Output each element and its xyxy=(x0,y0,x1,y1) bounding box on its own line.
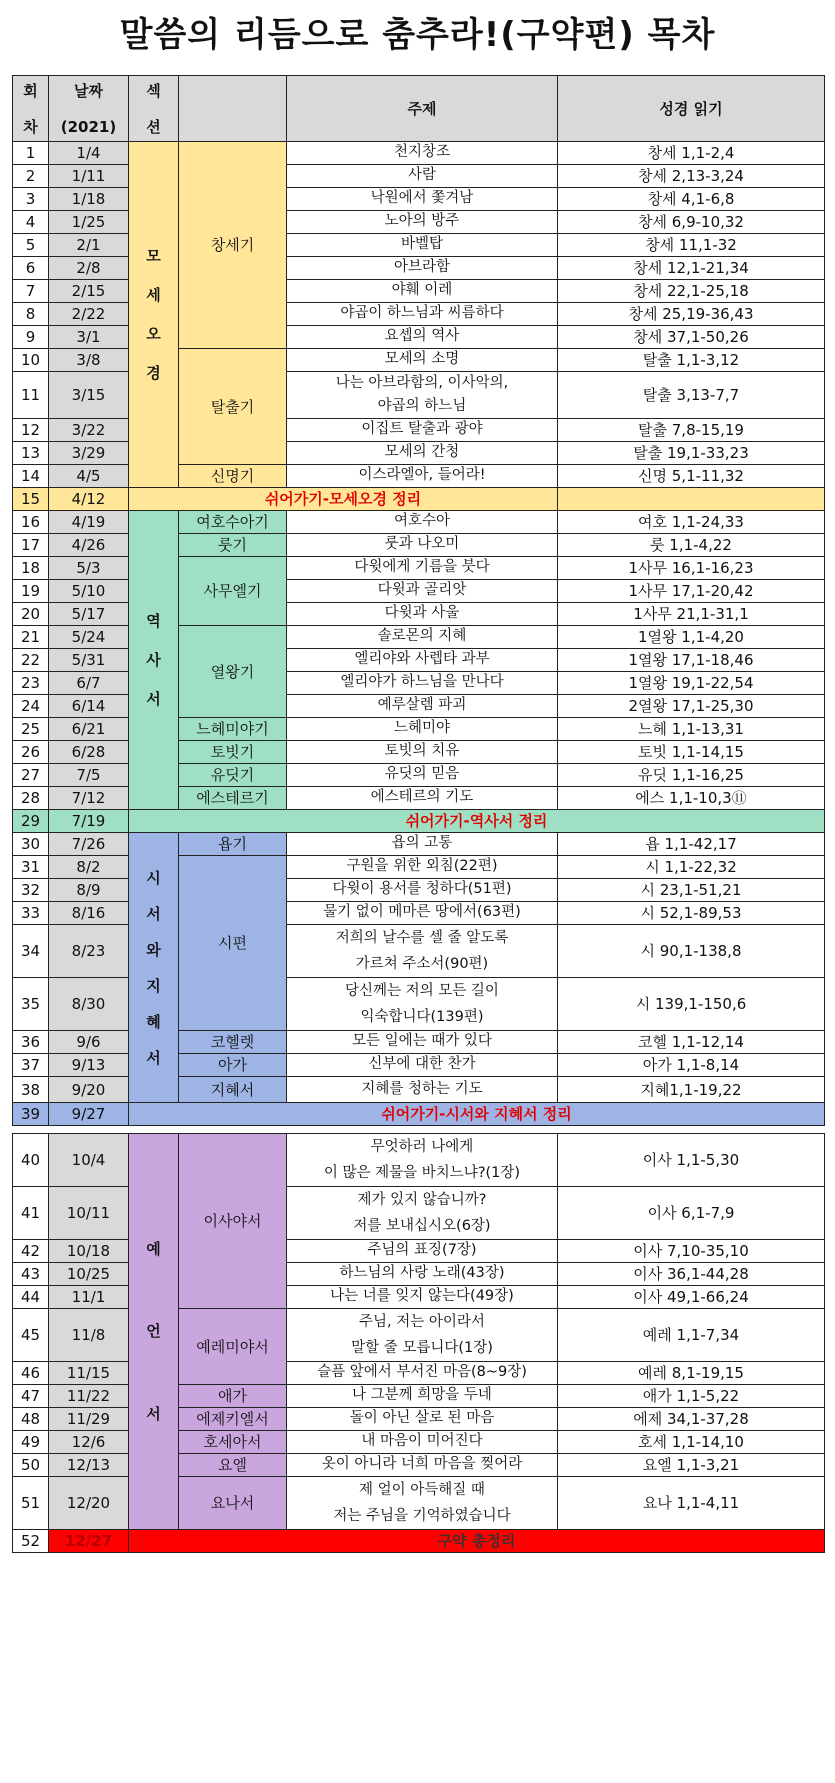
row-date: 1/11 xyxy=(49,165,129,188)
book-name: 요엘 xyxy=(179,1454,287,1477)
section-label: 모 세 오 경 xyxy=(129,142,179,488)
row-topic: 하느님의 사랑 노래(43장) xyxy=(287,1263,558,1286)
book-name: 토빗기 xyxy=(179,741,287,764)
book-name: 시편 xyxy=(179,856,287,1031)
row-date: 6/14 xyxy=(49,695,129,718)
row-date: 8/2 xyxy=(49,856,129,879)
row-reading: 토빗 1,1-14,15 xyxy=(558,741,825,764)
row-number: 19 xyxy=(13,580,49,603)
row-date: 8/30 xyxy=(49,978,129,1031)
page-title: 말씀의 리듬으로 춤추라!(구약편) 목차 xyxy=(119,15,716,55)
table-row xyxy=(13,833,825,856)
row-reading: 이사 36,1-44,28 xyxy=(558,1263,825,1286)
row-date: 9/27 xyxy=(49,1103,129,1126)
row-reading: 1열왕 1,1-4,20 xyxy=(558,626,825,649)
row-number: 6 xyxy=(13,257,49,280)
row-reading: 이사 7,10-35,10 xyxy=(558,1240,825,1263)
row-topic: 예루살렘 파괴 xyxy=(287,695,558,718)
row-reading: 시 139,1-150,6 xyxy=(558,978,825,1031)
row-date: 7/5 xyxy=(49,764,129,787)
row-date: 11/8 xyxy=(49,1309,129,1362)
row-date: 6/28 xyxy=(49,741,129,764)
row-number: 21 xyxy=(13,626,49,649)
row-date: 3/29 xyxy=(49,442,129,465)
header-round: 회 차 xyxy=(13,76,49,142)
row-date: 4/5 xyxy=(49,465,129,488)
toc-table-part1 xyxy=(12,75,825,1126)
row-reading: 탈출 19,1-33,23 xyxy=(558,442,825,465)
row-reading: 탈출 3,13-7,7 xyxy=(558,372,825,419)
book-name: 느헤미야기 xyxy=(179,718,287,741)
row-number: 31 xyxy=(13,856,49,879)
row-number: 32 xyxy=(13,879,49,902)
row-number: 16 xyxy=(13,511,49,534)
rest-reading xyxy=(558,488,825,511)
row-reading: 창세 1,1-2,4 xyxy=(558,142,825,165)
rest-topic: 구약 총정리 xyxy=(129,1530,825,1553)
row-number: 20 xyxy=(13,603,49,626)
row-number: 44 xyxy=(13,1286,49,1309)
row-topic: 욥의 고통 xyxy=(287,833,558,856)
row-topic: 제가 있지 않습니까? 저를 보내십시오(6장) xyxy=(287,1187,558,1240)
row-date: 6/7 xyxy=(49,672,129,695)
row-date: 4/19 xyxy=(49,511,129,534)
rest-topic: 쉬어가기-시서와 지혜서 정리 xyxy=(129,1103,825,1126)
row-number: 3 xyxy=(13,188,49,211)
row-number: 30 xyxy=(13,833,49,856)
section-label: 역 사 서 xyxy=(129,511,179,810)
row-number: 40 xyxy=(13,1134,49,1187)
row-reading: 1사무 17,1-20,42 xyxy=(558,580,825,603)
row-topic: 옷이 아니라 너희 마음을 찢어라 xyxy=(287,1454,558,1477)
row-topic: 야훼 이레 xyxy=(287,280,558,303)
row-date: 11/15 xyxy=(49,1362,129,1385)
row-reading: 창세 4,1-6,8 xyxy=(558,188,825,211)
row-topic: 당신께는 저의 모든 길이 익숙합니다(139편) xyxy=(287,978,558,1031)
row-topic: 룻과 나오미 xyxy=(287,534,558,557)
row-date: 7/19 xyxy=(49,810,129,833)
row-number: 43 xyxy=(13,1263,49,1286)
row-reading: 창세 22,1-25,18 xyxy=(558,280,825,303)
row-date: 4/12 xyxy=(49,488,129,511)
row-date: 1/25 xyxy=(49,211,129,234)
row-number: 42 xyxy=(13,1240,49,1263)
row-reading: 이사 49,1-66,24 xyxy=(558,1286,825,1309)
row-reading: 이사 1,1-5,30 xyxy=(558,1134,825,1187)
row-number: 38 xyxy=(13,1077,49,1103)
book-name: 룻기 xyxy=(179,534,287,557)
rest-topic: 쉬어가기-모세오경 정리 xyxy=(129,488,558,511)
book-name: 예레미야서 xyxy=(179,1309,287,1385)
row-number: 15 xyxy=(13,488,49,511)
row-topic: 에스테르의 기도 xyxy=(287,787,558,810)
row-date: 9/13 xyxy=(49,1054,129,1077)
row-date: 9/20 xyxy=(49,1077,129,1103)
row-date: 6/21 xyxy=(49,718,129,741)
row-number: 41 xyxy=(13,1187,49,1240)
row-number: 22 xyxy=(13,649,49,672)
header-book xyxy=(179,76,287,142)
book-name: 탈출기 xyxy=(179,349,287,465)
row-reading: 1열왕 19,1-22,54 xyxy=(558,672,825,695)
row-date: 1/4 xyxy=(49,142,129,165)
book-name: 아가 xyxy=(179,1054,287,1077)
row-number: 49 xyxy=(13,1431,49,1454)
row-reading: 애가 1,1-5,22 xyxy=(558,1385,825,1408)
book-name: 욥기 xyxy=(179,833,287,856)
row-reading: 에제 34,1-37,28 xyxy=(558,1408,825,1431)
row-topic: 내 마음이 미어진다 xyxy=(287,1431,558,1454)
row-reading: 유딧 1,1-16,25 xyxy=(558,764,825,787)
row-number: 52 xyxy=(13,1530,49,1553)
row-reading: 창세 37,1-50,26 xyxy=(558,326,825,349)
section-label: 시 서 와 지 혜 서 xyxy=(129,833,179,1103)
row-date: 3/22 xyxy=(49,419,129,442)
header-reading: 성경 읽기 xyxy=(558,76,825,142)
table-row xyxy=(13,488,825,511)
row-reading: 지혜1,1-19,22 xyxy=(558,1077,825,1103)
row-number: 12 xyxy=(13,419,49,442)
row-date: 2/15 xyxy=(49,280,129,303)
row-topic: 유딧의 믿음 xyxy=(287,764,558,787)
row-reading: 느헤 1,1-13,31 xyxy=(558,718,825,741)
table-row xyxy=(13,1103,825,1126)
row-date: 8/9 xyxy=(49,879,129,902)
row-topic: 구원을 위한 외침(22편) xyxy=(287,856,558,879)
row-topic: 다윗에게 기름을 붓다 xyxy=(287,557,558,580)
row-number: 1 xyxy=(13,142,49,165)
row-number: 50 xyxy=(13,1454,49,1477)
row-date: 11/22 xyxy=(49,1385,129,1408)
row-reading: 여호 1,1-24,33 xyxy=(558,511,825,534)
row-date: 12/20 xyxy=(49,1477,129,1530)
row-number: 51 xyxy=(13,1477,49,1530)
row-reading: 예레 8,1-19,15 xyxy=(558,1362,825,1385)
book-name: 요나서 xyxy=(179,1477,287,1530)
row-number: 28 xyxy=(13,787,49,810)
row-topic: 슬픔 앞에서 부서진 마음(8~9장) xyxy=(287,1362,558,1385)
row-number: 2 xyxy=(13,165,49,188)
row-reading: 탈출 1,1-3,12 xyxy=(558,349,825,372)
row-number: 25 xyxy=(13,718,49,741)
row-topic: 돌이 아닌 살로 된 마음 xyxy=(287,1408,558,1431)
row-topic: 토빗의 치유 xyxy=(287,741,558,764)
row-topic: 나 그분께 희망을 두네 xyxy=(287,1385,558,1408)
row-date: 10/11 xyxy=(49,1187,129,1240)
row-number: 7 xyxy=(13,280,49,303)
book-name: 창세기 xyxy=(179,142,287,349)
book-name: 호세아서 xyxy=(179,1431,287,1454)
row-topic: 아브라함 xyxy=(287,257,558,280)
row-number: 33 xyxy=(13,902,49,925)
table-header xyxy=(13,76,825,142)
row-topic: 나는 너를 잊지 않는다(49장) xyxy=(287,1286,558,1309)
row-date: 5/17 xyxy=(49,603,129,626)
row-date: 11/29 xyxy=(49,1408,129,1431)
row-topic: 엘리야가 하느님을 만나다 xyxy=(287,672,558,695)
row-topic: 사람 xyxy=(287,165,558,188)
row-date: 10/25 xyxy=(49,1263,129,1286)
row-date: 3/15 xyxy=(49,372,129,419)
row-date: 12/13 xyxy=(49,1454,129,1477)
rest-topic: 쉬어가기-역사서 정리 xyxy=(129,810,825,833)
row-topic: 신부에 대한 찬가 xyxy=(287,1054,558,1077)
row-number: 4 xyxy=(13,211,49,234)
row-topic: 솔로몬의 지혜 xyxy=(287,626,558,649)
row-number: 45 xyxy=(13,1309,49,1362)
header-section: 섹 션 xyxy=(129,76,179,142)
row-topic: 다윗이 용서를 청하다(51편) xyxy=(287,879,558,902)
book-name: 지혜서 xyxy=(179,1077,287,1103)
row-topic: 낙원에서 쫓겨남 xyxy=(287,188,558,211)
row-reading: 시 23,1-51,21 xyxy=(558,879,825,902)
row-number: 9 xyxy=(13,326,49,349)
row-number: 13 xyxy=(13,442,49,465)
row-topic: 이스라엘아, 들어라! xyxy=(287,465,558,488)
row-topic: 야곱이 하느님과 씨름하다 xyxy=(287,303,558,326)
row-reading: 1사무 21,1-31,1 xyxy=(558,603,825,626)
row-topic: 주님의 표징(7장) xyxy=(287,1240,558,1263)
row-reading: 요엘 1,1-3,21 xyxy=(558,1454,825,1477)
row-date: 5/10 xyxy=(49,580,129,603)
row-number: 17 xyxy=(13,534,49,557)
row-topic: 모든 일에는 때가 있다 xyxy=(287,1031,558,1054)
book-name: 신명기 xyxy=(179,465,287,488)
row-topic: 물기 없이 메마른 땅에서(63편) xyxy=(287,902,558,925)
row-number: 29 xyxy=(13,810,49,833)
row-number: 5 xyxy=(13,234,49,257)
row-number: 26 xyxy=(13,741,49,764)
row-topic: 여호수아 xyxy=(287,511,558,534)
table-row xyxy=(13,511,825,534)
book-name: 코헬렛 xyxy=(179,1031,287,1054)
row-topic: 제 얼이 아득해질 때 저는 주님을 기억하였습니다 xyxy=(287,1477,558,1530)
row-topic: 무엇하러 나에게 이 많은 제물을 바치느냐?(1장) xyxy=(287,1134,558,1187)
row-reading: 이사 6,1-7,9 xyxy=(558,1187,825,1240)
row-date: 5/31 xyxy=(49,649,129,672)
row-number: 14 xyxy=(13,465,49,488)
row-date: 11/1 xyxy=(49,1286,129,1309)
row-date: 8/16 xyxy=(49,902,129,925)
row-number: 47 xyxy=(13,1385,49,1408)
row-topic: 천지창조 xyxy=(287,142,558,165)
book-name: 열왕기 xyxy=(179,626,287,718)
row-number: 8 xyxy=(13,303,49,326)
row-number: 35 xyxy=(13,978,49,1031)
row-number: 34 xyxy=(13,925,49,978)
row-date: 7/26 xyxy=(49,833,129,856)
book-name: 에스테르기 xyxy=(179,787,287,810)
row-date: 1/18 xyxy=(49,188,129,211)
row-date: 2/8 xyxy=(49,257,129,280)
row-number: 23 xyxy=(13,672,49,695)
book-name: 사무엘기 xyxy=(179,557,287,626)
row-topic: 지혜를 청하는 기도 xyxy=(287,1077,558,1103)
row-date: 3/8 xyxy=(49,349,129,372)
row-topic: 모세의 소명 xyxy=(287,349,558,372)
row-reading: 요나 1,1-4,11 xyxy=(558,1477,825,1530)
row-date: 2/1 xyxy=(49,234,129,257)
book-name: 유딧기 xyxy=(179,764,287,787)
row-reading: 창세 6,9-10,32 xyxy=(558,211,825,234)
row-topic: 노아의 방주 xyxy=(287,211,558,234)
table-row xyxy=(13,1134,825,1187)
row-number: 10 xyxy=(13,349,49,372)
header-date: 날짜 (2021) xyxy=(49,76,129,142)
row-number: 46 xyxy=(13,1362,49,1385)
row-number: 37 xyxy=(13,1054,49,1077)
table-row xyxy=(13,810,825,833)
row-date: 2/22 xyxy=(49,303,129,326)
row-topic: 나는 아브라함의, 이사악의, 야곱의 하느님 xyxy=(287,372,558,419)
row-reading: 호세 1,1-14,10 xyxy=(558,1431,825,1454)
book-name: 애가 xyxy=(179,1385,287,1408)
row-date: 12/6 xyxy=(49,1431,129,1454)
row-reading: 창세 12,1-21,34 xyxy=(558,257,825,280)
row-number: 11 xyxy=(13,372,49,419)
section-label: 예 언 서 xyxy=(129,1134,179,1530)
row-date: 3/1 xyxy=(49,326,129,349)
row-reading: 코헬 1,1-12,14 xyxy=(558,1031,825,1054)
row-reading: 에스 1,1-10,3⑪ xyxy=(558,787,825,810)
row-reading: 시 90,1-138,8 xyxy=(558,925,825,978)
row-topic: 저희의 날수를 셀 줄 알도록 가르쳐 주소서(90편) xyxy=(287,925,558,978)
row-topic: 느헤미야 xyxy=(287,718,558,741)
row-date: 9/6 xyxy=(49,1031,129,1054)
row-reading: 욥 1,1-42,17 xyxy=(558,833,825,856)
row-number: 27 xyxy=(13,764,49,787)
table-row xyxy=(13,142,825,165)
row-date: 12/27 xyxy=(49,1530,129,1553)
table-row xyxy=(13,1530,825,1553)
toc-table-part2 xyxy=(12,1133,825,1553)
row-number: 24 xyxy=(13,695,49,718)
row-date: 10/4 xyxy=(49,1134,129,1187)
book-name: 여호수아기 xyxy=(179,511,287,534)
row-reading: 시 1,1-22,32 xyxy=(558,856,825,879)
row-topic: 요셉의 역사 xyxy=(287,326,558,349)
row-reading: 창세 25,19-36,43 xyxy=(558,303,825,326)
row-date: 8/23 xyxy=(49,925,129,978)
row-reading: 창세 2,13-3,24 xyxy=(558,165,825,188)
row-reading: 1사무 16,1-16,23 xyxy=(558,557,825,580)
row-topic: 바벨탑 xyxy=(287,234,558,257)
row-date: 7/12 xyxy=(49,787,129,810)
row-topic: 다윗과 사울 xyxy=(287,603,558,626)
row-number: 39 xyxy=(13,1103,49,1126)
row-date: 10/18 xyxy=(49,1240,129,1263)
row-reading: 탈출 7,8-15,19 xyxy=(558,419,825,442)
row-reading: 1열왕 17,1-18,46 xyxy=(558,649,825,672)
row-reading: 창세 11,1-32 xyxy=(558,234,825,257)
header-topic: 주제 xyxy=(287,76,558,142)
row-number: 48 xyxy=(13,1408,49,1431)
row-reading: 2열왕 17,1-25,30 xyxy=(558,695,825,718)
row-topic: 모세의 간청 xyxy=(287,442,558,465)
row-topic: 이집트 탈출과 광야 xyxy=(287,419,558,442)
row-reading: 아가 1,1-8,14 xyxy=(558,1054,825,1077)
row-date: 4/26 xyxy=(49,534,129,557)
row-reading: 예레 1,1-7,34 xyxy=(558,1309,825,1362)
row-topic: 엘리야와 사렙타 과부 xyxy=(287,649,558,672)
row-number: 36 xyxy=(13,1031,49,1054)
row-reading: 룻 1,1-4,22 xyxy=(558,534,825,557)
row-topic: 다윗과 골리앗 xyxy=(287,580,558,603)
row-reading: 시 52,1-89,53 xyxy=(558,902,825,925)
book-name: 에제키엘서 xyxy=(179,1408,287,1431)
book-name: 이사야서 xyxy=(179,1134,287,1309)
row-reading: 신명 5,1-11,32 xyxy=(558,465,825,488)
row-topic: 주님, 저는 아이라서 말할 줄 모릅니다(1장) xyxy=(287,1309,558,1362)
row-number: 18 xyxy=(13,557,49,580)
row-date: 5/24 xyxy=(49,626,129,649)
row-date: 5/3 xyxy=(49,557,129,580)
